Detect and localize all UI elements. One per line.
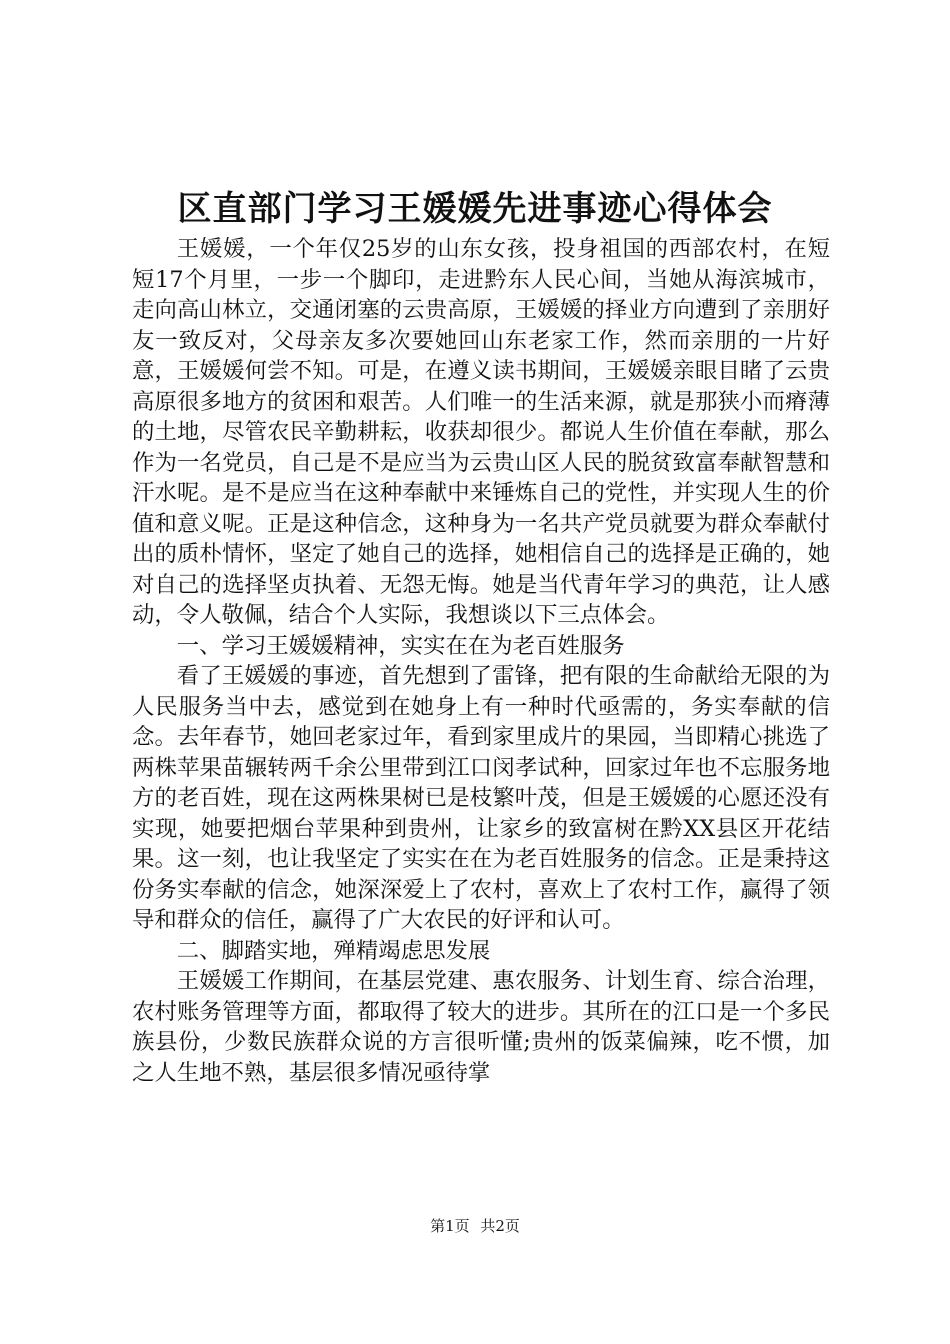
paragraph-section-2: 王媛媛工作期间，在基层党建、惠农服务、计划生育、综合治理，农村账务管理等方面，都取得了较大的进步。其所在的江口是一个多民族县份，少数民族群众说的方言很听懂;贵州的饭菜偏辣，吃不惯，加之人生地不熟，基层很多情况亟待掌	[132, 968, 830, 1086]
section-heading-2: 二、脚踏实地，殚精竭虑思发展	[176, 937, 491, 964]
page-footer	[0, 1216, 950, 1236]
document-body	[132, 234, 830, 1088]
page-total: 共2页	[480, 1217, 520, 1235]
section-heading-1: 一、学习王媛媛精神，实实在在为老百姓服务	[176, 632, 625, 659]
page-number: 第1页	[430, 1217, 470, 1235]
paragraph-intro: 王媛媛，一个年仅25岁的山东女孩，投身祖国的西部农村，在短短17个月里，一步一个脚印，走进黔东人民心间，当她从海滨城市，走向高山林立，交通闭塞的云贵高原，王媛媛的择业方向遭到了亲朋好友一致反对，父母亲友多次要她回山东老家工作，然而亲朋的一片好意，王媛媛何尝不知。可是，在遵义读书期间，王媛媛亲眼目睹了云贵高原很多地方的贫困和艰苦。人们唯一的生活来源，就是那狭小而瘠薄的土地，尽管农民辛勤耕耘，收获却很少。都说人生价值在奉献，那么作为一名党员，自己是不是应当为云贵山区人民的脱贫致富奉献智慧和汗水呢。是不是应当在这种奉献中来锤炼自己的党性，并实现人生的价值和意义呢。正是这种信念，这种身为一名共产党员就要为群众奉献付出的质朴情怀，坚定了她自己的选择，她相信自己的选择是正确的，她对自己的选择坚贞执着、无怨无悔。她是当代青年学习的典范，让人感动，令人敬佩，结合个人实际，我想谈以下三点体会。	[132, 236, 830, 628]
document-title: 区直部门学习王媛媛先进事迹心得体会	[177, 189, 773, 229]
paragraph-section-1: 看了王媛媛的事迹，首先想到了雷锋，把有限的生命献给无限的为人民服务当中去，感觉到在她身上有一种时代亟需的，务实奉献的信念。去年春节，她回老家过年，看到家里成片的果园，当即精心挑选了两株苹果苗辗转两千余公里带到江口闵孝试种，回家过年也不忘服务地方的老百姓，现在这两株果树已是枝繁叶茂，但是王媛媛的心愿还没有实现，她要把烟台苹果种到贵州，让家乡的致富树在黔XX县区开花结果。这一刻，也让我坚定了实实在在为老百姓服务的信念。正是秉持这份务实奉献的信念，她深深爱上了农村，喜欢上了农村工作，赢得了领导和群众的信任，赢得了广大农民的好评和认可。	[132, 663, 830, 933]
